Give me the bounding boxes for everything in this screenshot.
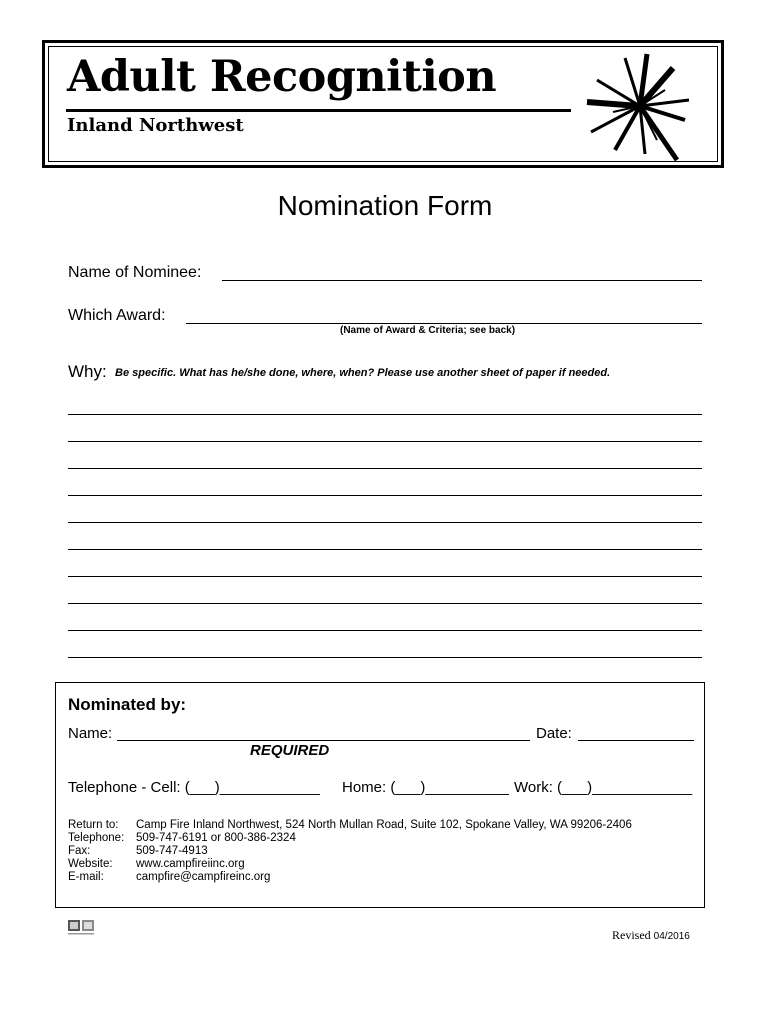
fax-value: 509-747-4913 bbox=[136, 845, 208, 857]
award-input-line[interactable] bbox=[186, 323, 702, 324]
nominator-name-label: Name: bbox=[68, 725, 113, 742]
work-phone-field[interactable]: Work: (___)____________ bbox=[514, 779, 693, 796]
agency-logo-icon bbox=[68, 920, 94, 936]
award-note: (Name of Award & Criteria; see back) bbox=[340, 325, 516, 336]
return-to-label: Return to: bbox=[68, 819, 119, 831]
why-label: Why: bbox=[68, 362, 107, 381]
nominated-by-title: Nominated by: bbox=[68, 695, 187, 714]
date-label: Date: bbox=[536, 725, 572, 742]
return-address: Camp Fire Inland Northwest, 524 North Mullan Road, Suite 102, Spokane Valley, WA 99206-2406 bbox=[136, 819, 632, 831]
why-answer-line[interactable] bbox=[68, 603, 702, 604]
why-answer-line[interactable] bbox=[68, 495, 702, 496]
revised-note: Revised 04/2016 bbox=[612, 928, 690, 942]
form-title: Nomination Form bbox=[277, 190, 493, 221]
website-label: Website: bbox=[68, 858, 113, 870]
why-answer-line[interactable] bbox=[68, 630, 702, 631]
award-label: Which Award: bbox=[68, 307, 166, 324]
why-answer-line[interactable] bbox=[68, 576, 702, 577]
header-subtitle: Inland Northwest bbox=[67, 115, 244, 136]
telephone-label: Telephone: bbox=[68, 832, 125, 844]
telephone-value: 509-747-6191 or 800-386-2324 bbox=[136, 832, 296, 844]
why-instruction: Be specific. What has he/she done, where, when? Please use another sheet of paper if needed. bbox=[115, 367, 611, 379]
why-answer-line[interactable] bbox=[68, 468, 702, 469]
nominee-label: Name of Nominee: bbox=[68, 264, 202, 281]
header-rule bbox=[66, 109, 571, 112]
why-answer-line[interactable] bbox=[68, 522, 702, 523]
why-answer-line[interactable] bbox=[68, 414, 702, 415]
starburst-logo-icon bbox=[585, 50, 695, 162]
header-title: Adult Recognition bbox=[67, 52, 497, 102]
nominator-name-input-line[interactable] bbox=[117, 740, 530, 741]
nominee-input-line[interactable] bbox=[222, 280, 702, 281]
cell-phone-field[interactable]: Telephone - Cell: (___)____________ bbox=[68, 779, 320, 796]
home-phone-field[interactable]: Home: (___)__________ bbox=[342, 779, 509, 796]
why-answer-line[interactable] bbox=[68, 657, 702, 658]
fax-label: Fax: bbox=[68, 845, 91, 857]
email-value: campfire@campfireinc.org bbox=[136, 871, 271, 883]
website-value: www.campfireiinc.org bbox=[136, 858, 245, 870]
date-input-line[interactable] bbox=[578, 740, 694, 741]
email-label: E-mail: bbox=[68, 871, 104, 883]
why-answer-line[interactable] bbox=[68, 549, 702, 550]
required-note: REQUIRED bbox=[250, 742, 330, 759]
why-answer-line[interactable] bbox=[68, 441, 702, 442]
